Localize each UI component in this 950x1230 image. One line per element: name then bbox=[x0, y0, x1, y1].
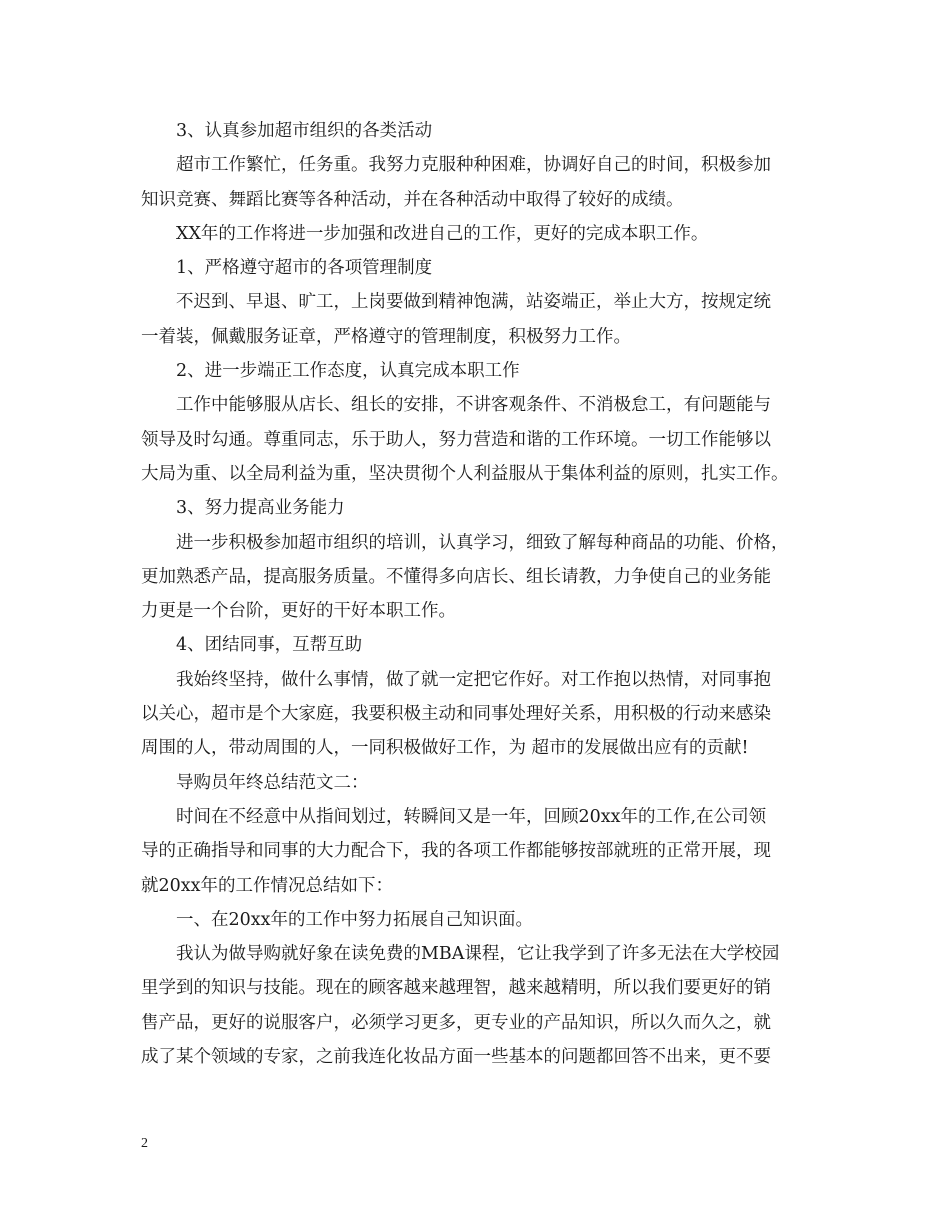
text-line: 领导及时勾通。尊重同志，乐于助人，努力营造和谐的工作环境。一切工作能够以 bbox=[141, 429, 771, 450]
text-line: 一着装，佩戴服务证章，严格遵守的管理制度，积极努力工作。 bbox=[141, 326, 631, 347]
text-line: 3、努力提高业务能力 bbox=[176, 498, 345, 519]
text-line: 我认为做导购就好象在读免费的MBA课程，它让我学到了许多无法在大学校园 bbox=[176, 944, 780, 965]
text-line: 就20xx年的工作情况总结如下： bbox=[141, 875, 394, 896]
text-line: 导的正确指导和同事的大力配合下，我的各项工作都能够按部就班的正常开展，现 bbox=[141, 841, 771, 862]
text-line: 以关心，超市是个大家庭，我要积极主动和同事处理好关系，用积极的行动来感染 bbox=[141, 704, 771, 725]
text-line: 我始终坚持，做什么事情，做了就一定把它作好。对工作抱以热情，对同事抱 bbox=[176, 669, 771, 690]
text-line: 知识竞赛、舞蹈比赛等各种活动，并在各种活动中取得了较好的成绩。 bbox=[141, 189, 684, 210]
text-line: 2、进一步端正工作态度，认真完成本职工作 bbox=[176, 361, 520, 382]
text-line: 更加熟悉产品，提高服务质量。不懂得多向店长、组长请教，力争使自己的业务能 bbox=[141, 566, 771, 587]
text-line: 大局为重、以全局利益为重，坚决贯彻个人利益服从于集体利益的原则，扎实工作。 bbox=[141, 463, 789, 484]
text-line: 超市工作繁忙，任务重。我努力克服种种困难，协调好自己的时间，积极参加 bbox=[176, 155, 771, 176]
text-line: 里学到的知识与技能。现在的顾客越来越理智，越来越精明，所以我们要更好的销 bbox=[141, 978, 771, 999]
text-line: 3、认真参加超市组织的各类活动 bbox=[176, 121, 433, 141]
text-line: 成了某个领域的专家，之前我连化妆品方面一些基本的问题都回答不出来，更不要 bbox=[141, 1047, 771, 1068]
text-line: 售产品，更好的说服客户，必须学习更多，更专业的产品知识，所以久而久之，就 bbox=[141, 1012, 771, 1033]
document-body bbox=[141, 114, 821, 1074]
text-line: 1、严格遵守超市的各项管理制度 bbox=[176, 258, 433, 279]
text-line: 不迟到、早退、旷工，上岗要做到精神饱满，站姿端正，举止大方，按规定统 bbox=[176, 292, 771, 313]
text-line: 力更是一个台阶，更好的干好本职工作。 bbox=[141, 601, 456, 622]
text-line: 一、在20xx年的工作中努力拓展自己知识面。 bbox=[176, 909, 534, 930]
text-line: 进一步积极参加超市组织的培训，认真学习，细致了解每种商品的功能、价格， bbox=[176, 532, 789, 553]
text-line: 导购员年终总结范文二： bbox=[176, 772, 369, 793]
text-line: XX年的工作将进一步加强和改进自己的工作，更好的完成本职工作。 bbox=[176, 223, 709, 244]
text-line: 周围的人，带动周围的人，一同积极做好工作，为 超市的发展做出应有的贡献! bbox=[141, 738, 749, 759]
text-line: 工作中能够服从店长、组长的安排，不讲客观条件、不消极怠工，有问题能与 bbox=[176, 395, 771, 416]
text-line: 4、团结同事，互帮互助 bbox=[176, 635, 363, 656]
page-number: 2 bbox=[141, 1136, 148, 1151]
text-line: 时间在不经意中从指间划过，转瞬间又是一年，回顾20xx年的工作,在公司领 bbox=[176, 806, 767, 827]
